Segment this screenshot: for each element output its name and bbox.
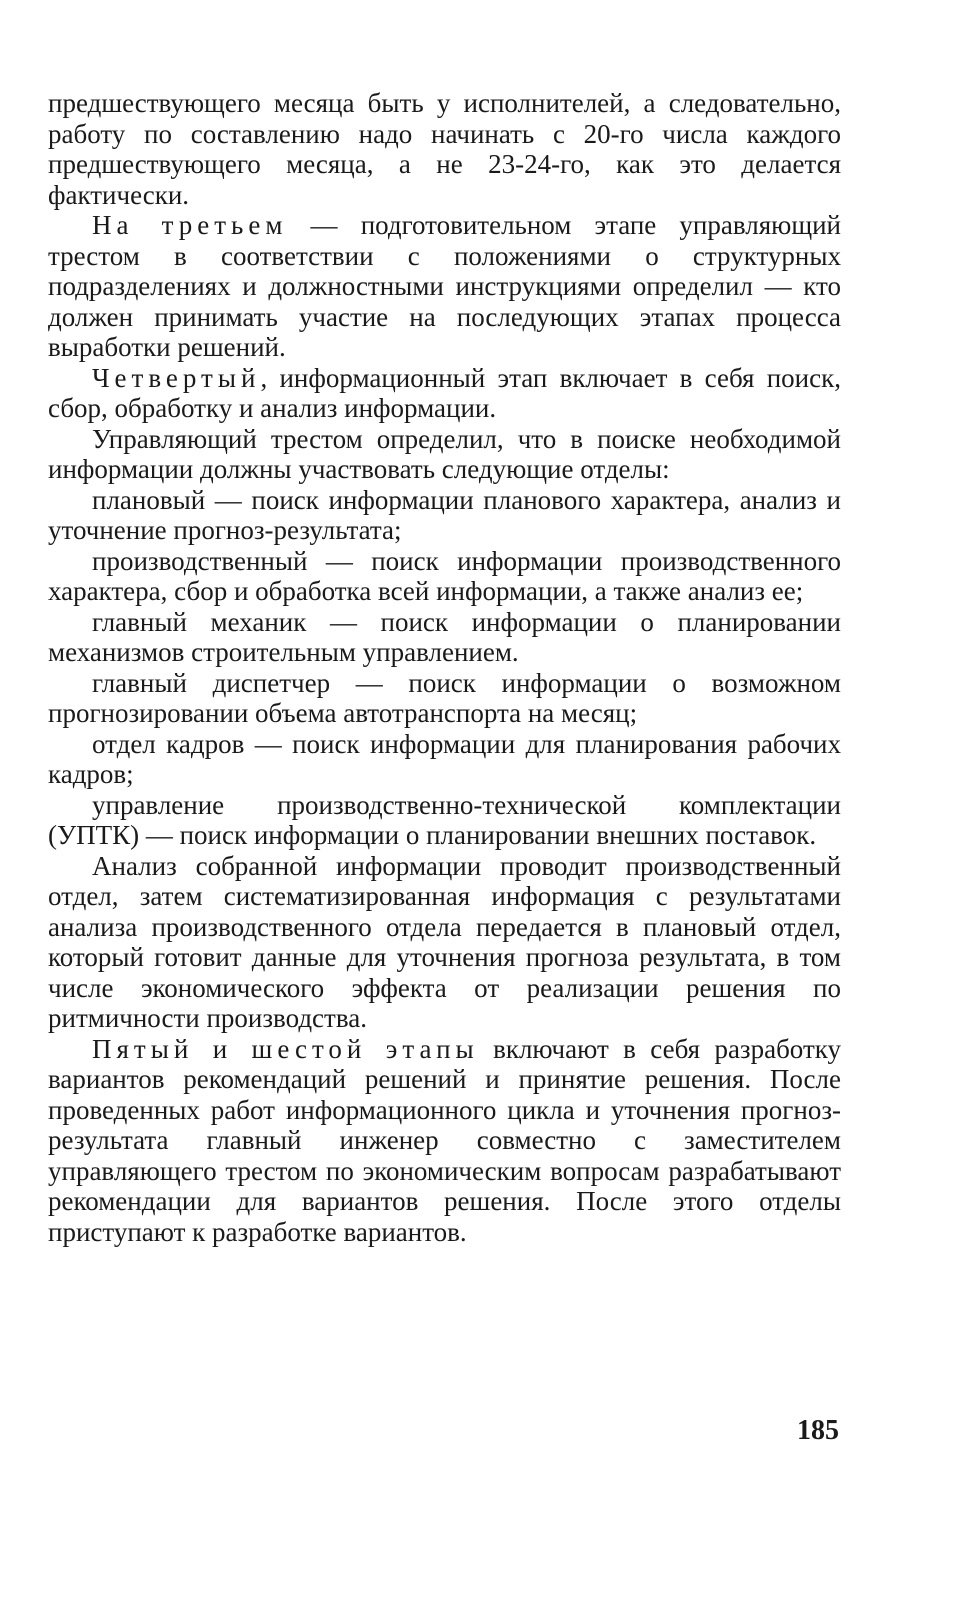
list-item-chief-dispatcher-text: главный диспетчер — поиск информации о возможном прогнозировании объема автотранспорта на месяц;	[48, 667, 841, 728]
paragraph-2-lead: На третьем	[92, 210, 288, 240]
page-body	[48, 88, 841, 1247]
list-item-chief-mechanic	[48, 607, 841, 668]
paragraph-3-lead: Четвертый	[92, 362, 261, 393]
page-number: 185	[797, 1415, 839, 1446]
list-item-production-text: производственный — поиск информации производственного характера, сбор и обработка всей информации, а также анализ ее;	[48, 545, 841, 606]
paragraph-4-text: Управляющий трестом определил, что в поиске необходимой информации должны участвовать следующие отделы:	[48, 423, 841, 484]
list-item-chief-dispatcher	[48, 668, 841, 729]
paragraph-1	[48, 88, 841, 210]
paragraph-4	[48, 424, 841, 485]
list-item-personnel	[48, 729, 841, 790]
paragraph-analysis	[48, 851, 841, 1034]
paragraph-3-text: , информационный этап включает в себя поиск, сбор, обработку и анализ информации.	[48, 362, 841, 423]
paragraph-2-text: — подготовительном этапе управляющий трестом в соответствии с положениями о структурных подразделениях и должностными инструкциями определил — кто должен принимать участие на последующих этапах процесса выработки решений.	[48, 210, 842, 362]
list-item-chief-mechanic-text: главный механик — поиск информации о планировании механизмов строительным управлением.	[48, 606, 841, 667]
list-item-uptk-text: управление производственно-технической комплектации (УПТК) — поиск информации о планировании внешних поставок.	[48, 789, 841, 850]
paragraph-1-text: предшествующего месяца быть у исполнителей, а следовательно, работу по составлению надо начинать с 20-го числа каждого предшествующего месяца, а не 23-24-го, как это делается фактически.	[48, 88, 841, 210]
list-item-personnel-text: отдел кадров — поиск информации для планирования рабочих кадров;	[48, 728, 841, 789]
list-item-uptk	[48, 790, 841, 851]
paragraph-stages-5-6-lead: Пятый и шестой этапы	[92, 1033, 479, 1064]
paragraph-3	[48, 363, 841, 424]
list-item-production	[48, 546, 841, 607]
paragraph-analysis-text: Анализ собранной информации проводит производственный отдел, затем систематизированная информация с результатами анализа производственного отдела передается в плановый отдел, который готовит данные для уточнения прогноза результата, в том числе экономического эффекта от реализации решения по ритмичности производства.	[48, 850, 841, 1033]
paragraph-stages-5-6	[48, 1034, 841, 1248]
list-item-planning	[48, 485, 841, 546]
list-item-planning-text: плановый — поиск информации планового характера, анализ и уточнение прогноз-результата;	[48, 484, 841, 545]
paragraph-2	[48, 210, 841, 363]
paragraph-stages-5-6-text: включают в себя разработку вариантов рекомендаций решений и принятие решения. После проведенных работ информационного цикла и уточнения прогноз-результата главный инженер совместно с заместителем управляющего трестом по экономическим вопросам разрабатывают рекомендации для вариантов решения. После этого отделы приступают к разработке вариантов.	[48, 1033, 841, 1247]
